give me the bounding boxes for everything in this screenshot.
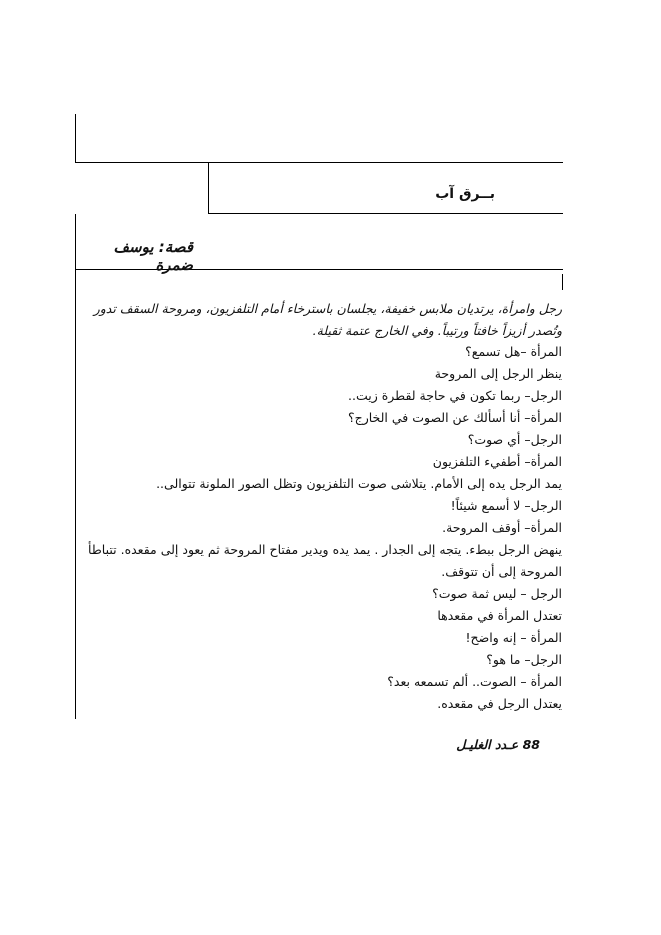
story-body [74, 341, 562, 715]
story-intro: رجل وامرأة، يرتديان ملابس خفيفة، يجلسان باسترخاء أمام التلفزيون، ومروحة السقف تدور وتُصدر أزيزاً خافتاً ورتيباً. وفي الخارج عتمة ثقيلة. [93, 301, 562, 338]
dialogue-line: المرأة– أطفيء التلفزيون [432, 454, 562, 469]
right-edge-mark [562, 274, 563, 290]
story-author: قصة: يوسف ضمرة [113, 238, 193, 274]
title-box-left [208, 162, 209, 214]
dialogue-line: المرأة – الصوت.. ألم تسمعه بعد؟ [387, 674, 562, 689]
left-border-top [75, 114, 76, 163]
dialogue-line: المرأة –هل تسمع؟ [465, 344, 562, 359]
narration-line: ينهض الرجل ببطء. يتجه إلى الجدار . يمد يده ويدير مفتاح المروحة ثم يعود إلى مقعده. تتباطأ المروحة إلى أن تتوقف. [88, 542, 562, 579]
page-footer: 88 عـدد الغليـل [456, 737, 540, 752]
narration-line: يعتدل الرجل في مقعده. [437, 696, 562, 711]
dialogue-line: المرأة – إنه واضح! [465, 630, 562, 645]
title-box-bottom [208, 213, 563, 214]
narration-line: تعتدل المرأة في مقعدها [437, 608, 562, 623]
header-rule-top [75, 162, 563, 163]
dialogue-line: المرأة– أنا أسألك عن الصوت في الخارج؟ [348, 410, 562, 425]
narration-line: يمد الرجل يده إلى الأمام. يتلاشى صوت التلفزيون وتظل الصور الملونة تتوالى.. [156, 476, 562, 491]
dialogue-line: الرجل– أي صوت؟ [467, 432, 562, 447]
dialogue-line: الرجل– ربما تكون في حاجة لقطرة زيت.. [348, 388, 562, 403]
dialogue-line: ينظر الرجل إلى المروحة [434, 366, 562, 381]
story-title: بــرق آب [435, 186, 495, 202]
dialogue-line: الرجل– ما هو؟ [486, 652, 562, 667]
dialogue-line: المرأة– أوقف المروحة. [442, 520, 562, 535]
dialogue-line: الرجل – ليس ثمة صوت؟ [432, 586, 562, 601]
dialogue-line: الرجل– لا أسمع شيئاً! [450, 498, 562, 513]
